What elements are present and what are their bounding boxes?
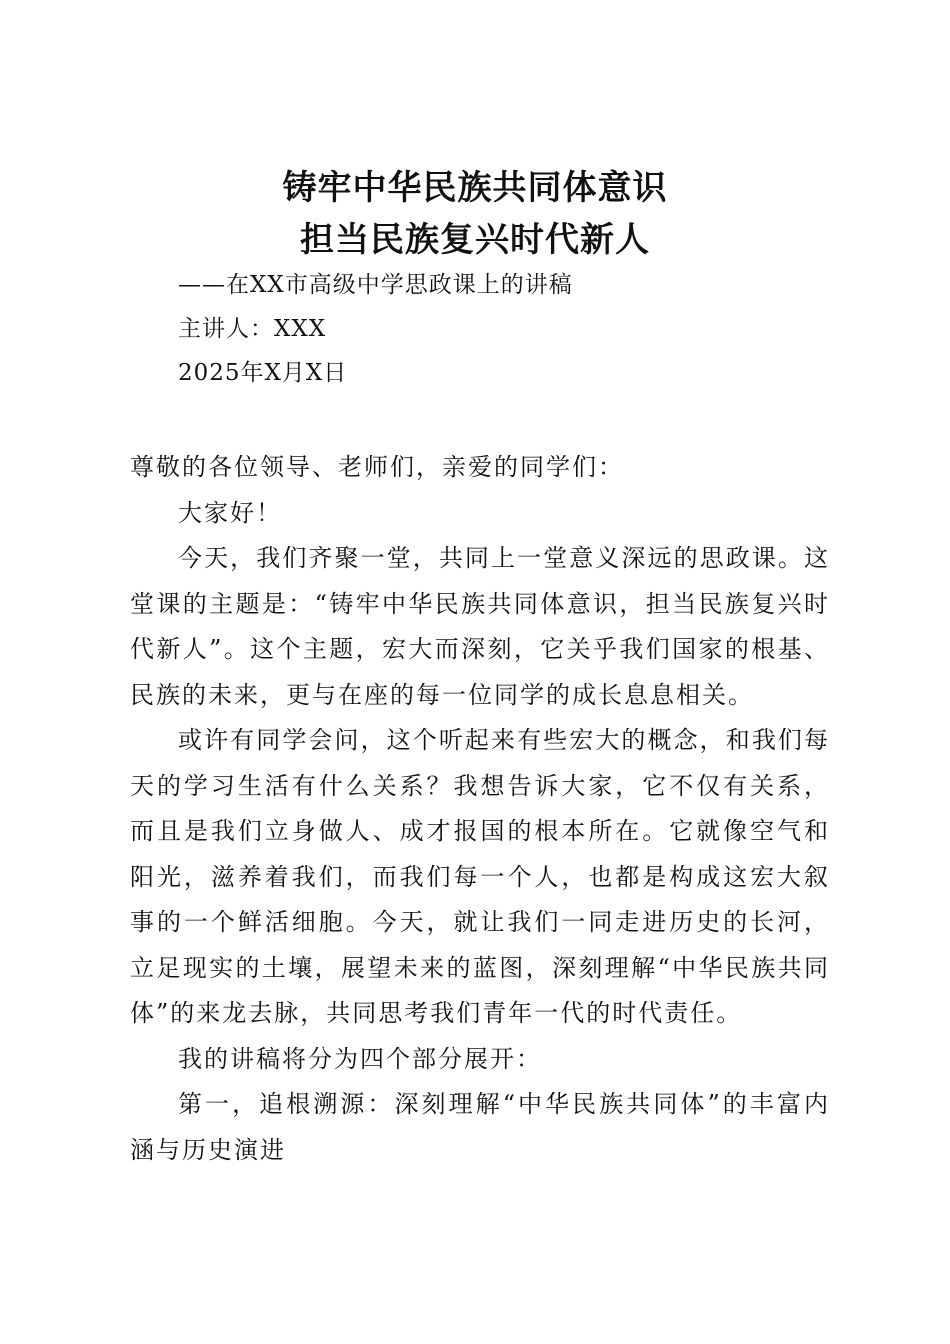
title-line-1: 铸牢中华民族共同体意识: [282, 168, 668, 208]
document-body: [130, 445, 830, 1173]
paragraph: 或许有同学会问，这个听起来有些宏大的概念，和我们每天的学习生活有什么关系？我想告诉大家，它不仅有关系，而且是我们立身做人、成才报国的根本所在。它就像空气和阳光，滋养着我们，而我们每一个人，也都是构成这宏大叙事的一个鲜活细胞。今天，就让我们一同走进历史的长河，立足现实的土壤，展望未来的蓝图，深刻理解“中华民族共同体”的来龙去脉，共同思考我们青年一代的时代责任。: [130, 726, 830, 1027]
paragraph: 我的讲稿将分为四个部分展开：: [178, 1044, 542, 1073]
subtitle: ——在XX市高级中学思政课上的讲稿: [178, 272, 573, 298]
section-heading: 第一，追根溯源：深刻理解“中华民族共同体”的丰富内涵与历史演进: [130, 1090, 830, 1164]
title-line-2: 担当民族复兴时代新人: [300, 220, 650, 260]
greeting: 大家好！: [178, 498, 282, 527]
speaker-line: 主讲人：XXX: [178, 316, 327, 342]
paragraph: 今天，我们齐聚一堂，共同上一堂意义深远的思政课。这堂课的主题是：“铸牢中华民族共同体意识，担当民族复兴时代新人”。这个主题，宏大而深刻，它关乎我们国家的根基、民族的未来，更与在座的每一位同学的成长息息相关。: [130, 544, 830, 709]
salutation: 尊敬的各位领导、老师们，亲爱的同学们：: [130, 453, 624, 481]
date-line: 2025年X月X日: [178, 360, 348, 386]
